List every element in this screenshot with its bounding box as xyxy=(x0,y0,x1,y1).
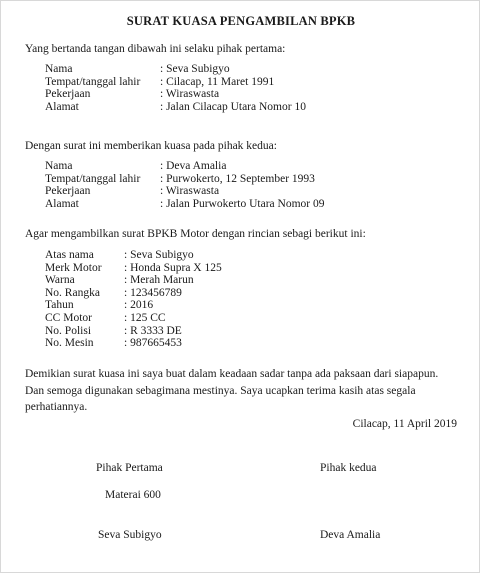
vehicle-row xyxy=(45,248,222,261)
stamp-note: Materai 600 xyxy=(105,489,161,501)
vehicle-row xyxy=(45,273,222,286)
intro-second-party: Dengan surat ini memberikan kuasa pada pihak kedua: xyxy=(25,140,277,152)
first-party-details xyxy=(45,62,306,112)
field-value: : R 3333 DE xyxy=(124,324,182,337)
field-label: No. Mesin xyxy=(45,337,94,350)
first-party-row xyxy=(45,87,306,100)
vehicle-row xyxy=(45,261,222,274)
vehicle-row xyxy=(45,311,222,324)
closing-line: Dan semoga digunakan sebagimana mestinya. Saya ucapkan terima kasih atas segala xyxy=(25,384,416,397)
field-value: : 2016 xyxy=(124,299,154,312)
document-title: SURAT KUASA PENGAMBILAN BPKB xyxy=(126,14,356,28)
field-label: Merk Motor xyxy=(45,261,102,274)
vehicle-details xyxy=(45,248,222,349)
field-label: Nama xyxy=(45,63,73,75)
second-party-signature-label: Pihak kedua xyxy=(320,462,377,474)
field-label: Tahun xyxy=(45,299,74,312)
field-label: CC Motor xyxy=(45,311,92,324)
intro-first-party: Yang bertanda tangan dibawah ini selaku pihak pertama: xyxy=(25,43,286,55)
closing-paragraph xyxy=(25,367,438,417)
vehicle-row xyxy=(45,336,222,349)
first-party-row xyxy=(45,75,306,88)
first-party-signer-name: Seva Subigyo xyxy=(98,529,162,541)
field-label: Nama xyxy=(45,160,73,172)
field-label: Pekerjaan xyxy=(45,185,91,198)
field-value: : Jalan Purwokerto Utara Nomor 09 xyxy=(160,197,325,210)
field-value: : Cilacap, 11 Maret 1991 xyxy=(160,75,275,88)
vehicle-row xyxy=(45,298,222,311)
field-value: : 125 CC xyxy=(124,311,166,324)
second-party-row xyxy=(45,184,324,197)
field-value: : Seva Subigyo xyxy=(124,249,194,261)
field-value: : Seva Subigyo xyxy=(160,63,230,75)
field-label: Tempat/tanggal lahir xyxy=(45,172,141,185)
field-label: Alamat xyxy=(45,197,79,210)
first-party-row xyxy=(45,100,306,113)
intro-vehicle: Agar mengambilkan surat BPKB Motor dengan rincian sebagi berikut ini: xyxy=(25,228,366,240)
vehicle-row xyxy=(45,286,222,299)
second-party-details xyxy=(45,159,324,209)
field-value: : Jalan Cilacap Utara Nomor 10 xyxy=(160,100,306,113)
field-value: : 123456789 xyxy=(124,286,182,299)
first-party-row xyxy=(45,62,306,75)
field-label: Pekerjaan xyxy=(45,88,91,101)
field-value: : Merah Marun xyxy=(124,274,194,287)
field-value: : Purwokerto, 12 September 1993 xyxy=(160,172,315,185)
field-label: Atas nama xyxy=(45,249,94,261)
closing-line: perhatiannya. xyxy=(25,401,88,413)
first-party-signature-label: Pihak Pertama xyxy=(96,462,163,474)
place-date: Cilacap, 11 April 2019 xyxy=(352,418,457,430)
field-label: Tempat/tanggal lahir xyxy=(45,75,141,88)
field-value: : Wiraswasta xyxy=(160,88,220,101)
field-value: : Deva Amalia xyxy=(160,160,227,172)
second-party-row xyxy=(45,197,324,210)
second-party-row xyxy=(45,172,324,185)
field-label: Alamat xyxy=(45,100,79,113)
field-value: : Wiraswasta xyxy=(160,185,220,198)
field-value: : Honda Supra X 125 xyxy=(124,261,222,274)
vehicle-row xyxy=(45,324,222,337)
second-party-signer-name: Deva Amalia xyxy=(320,529,381,541)
field-label: No. Polisi xyxy=(45,324,92,337)
second-party-row xyxy=(45,159,324,172)
field-value: : 987665453 xyxy=(124,337,182,350)
field-label: No. Rangka xyxy=(45,286,100,299)
field-label: Warna xyxy=(45,274,75,287)
closing-line: Demikian surat kuasa ini saya buat dalam keadaan sadar tanpa ada paksaan dari siapapun. xyxy=(25,368,439,380)
